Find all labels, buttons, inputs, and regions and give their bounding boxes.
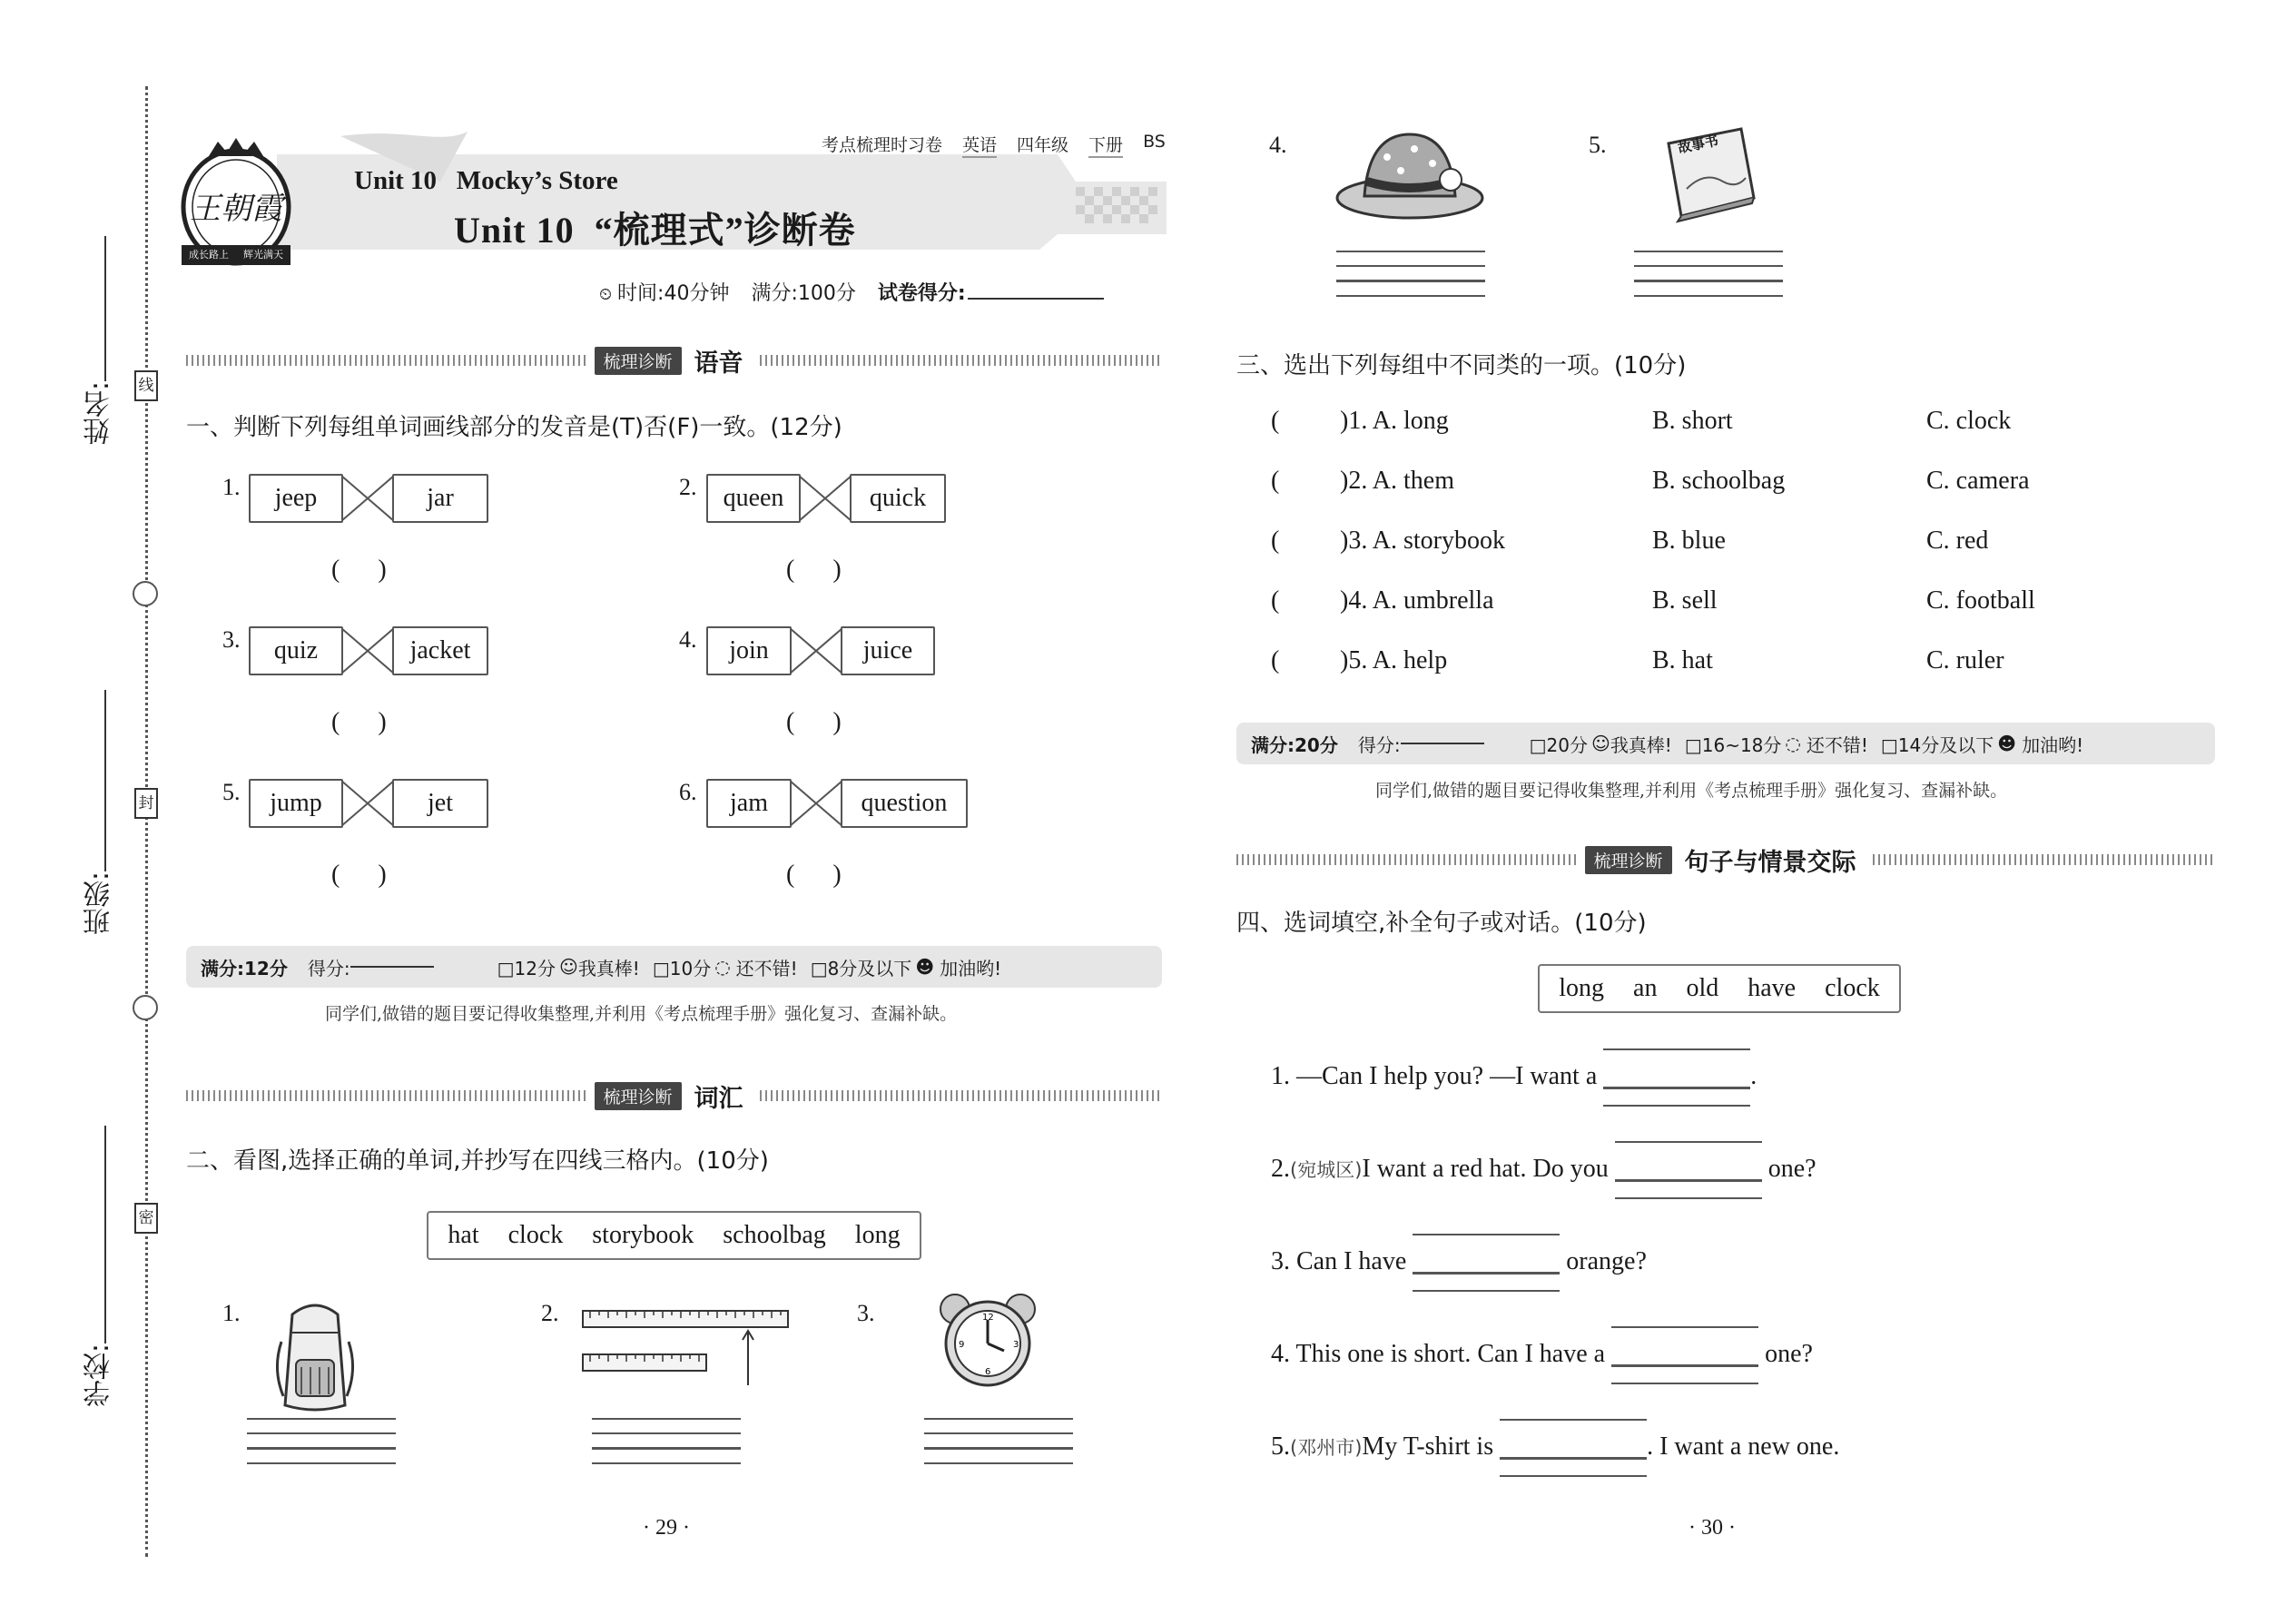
q1-score-bar	[186, 946, 1162, 988]
choice-open-paren[interactable]: (	[1271, 467, 1280, 495]
score-opt2-text: 还不错!	[735, 957, 798, 979]
pair-number: 4.	[679, 626, 697, 653]
answer-paren[interactable]: ( )	[331, 556, 387, 584]
brand-name: 王朝霞	[190, 191, 282, 227]
choice-option-c: C. ruler	[1926, 646, 2004, 674]
school-field[interactable]	[104, 1126, 106, 1343]
svg-text:6: 6	[985, 1367, 991, 1377]
fill-text: I want a red hat. Do you	[1362, 1155, 1609, 1183]
neutral-face-icon: ◌	[714, 956, 731, 978]
pair-word-a: jeep	[249, 474, 343, 523]
fill-text: 3. Can I have	[1271, 1247, 1407, 1275]
seal-mark-line: 线	[134, 370, 158, 401]
score-opt3[interactable]: □8分及以下	[810, 957, 912, 979]
score-opt2[interactable]: □10分	[652, 957, 712, 979]
meta-grade: 四年级	[1017, 135, 1069, 155]
score-opt3-text: 加油哟!	[2022, 733, 2084, 756]
brand-slogan-right: 辉光满天	[243, 249, 283, 261]
choice-open-paren[interactable]: (	[1271, 407, 1280, 435]
svg-text:12: 12	[982, 1313, 994, 1323]
fill-blank[interactable]	[1413, 1250, 1560, 1277]
exam-info	[599, 278, 1104, 306]
brand-logo	[172, 136, 300, 272]
q2-num: 5.	[1589, 132, 1607, 158]
meta-series: 考点梳理时习卷	[822, 135, 943, 155]
meta-edition: BS	[1143, 132, 1166, 152]
choice-option-b: B. sell	[1652, 586, 1718, 615]
page-title: Unit 10 “梳理式”诊断卷	[454, 210, 856, 251]
score-got-label: 得分:	[1357, 733, 1401, 756]
full-score: 满分:100分	[751, 282, 856, 305]
schoolbag-icon	[265, 1296, 365, 1414]
fill-text: My T-shirt is	[1362, 1432, 1494, 1461]
seal-mark-seal: 封	[134, 788, 158, 819]
name-label: 姓名:	[84, 381, 115, 446]
svg-text:3: 3	[1013, 1340, 1019, 1350]
meta-subject: 英语	[962, 132, 997, 158]
pair-word-b: juice	[841, 626, 935, 675]
choice-option-a: )5. A. help	[1340, 646, 1448, 674]
score-opt2[interactable]: □16~18分	[1684, 733, 1782, 756]
storybook-cover-text: 故事书	[1676, 132, 1720, 157]
pair-word-b: question	[841, 779, 968, 828]
neutral-face-icon: ◌	[1785, 733, 1801, 754]
bank-word: clock	[1825, 974, 1880, 1002]
bank-word: long	[1559, 974, 1605, 1002]
fill-text: 2.	[1271, 1155, 1290, 1183]
section-badge: 梳理诊断	[595, 1082, 682, 1110]
score-got-field[interactable]	[350, 966, 434, 968]
choice-option-a: )4. A. umbrella	[1340, 586, 1494, 615]
pair-cross-icon	[799, 474, 852, 523]
answer-paren[interactable]: ( )	[786, 861, 842, 889]
q4-title: 四、选词填空,补全句子或对话。(10分)	[1236, 910, 1647, 937]
section-badge: 梳理诊断	[1585, 846, 1672, 874]
page-number-right: · 30 ·	[1689, 1516, 1736, 1540]
pair-cross-icon	[790, 626, 842, 675]
section-sentences-bar	[1236, 846, 2215, 877]
q2-num: 1.	[222, 1300, 241, 1326]
q3-title: 三、选出下列每组中不同类的一项。(10分)	[1236, 352, 1687, 379]
score-opt1-text: 我真棒!	[577, 957, 640, 979]
fill-item-3	[1271, 1247, 1647, 1277]
binding-dotted-line	[145, 86, 148, 1557]
score-opt1[interactable]: □20分	[1529, 733, 1588, 756]
pair-number: 3.	[222, 626, 241, 653]
fill-item-4	[1271, 1340, 1813, 1370]
section-title-phonics: 语音	[694, 349, 743, 378]
seal-circle-icon	[133, 581, 158, 606]
choice-option-a: )2. A. them	[1340, 467, 1454, 495]
fill-text: 4. This one is short. Can I have a	[1271, 1340, 1606, 1368]
pair-word-a: quiz	[249, 626, 343, 675]
hat-icon	[1333, 125, 1487, 225]
fill-text: 1. —Can I help you? —I want a	[1271, 1062, 1598, 1090]
choice-option-c: C. camera	[1926, 467, 2030, 495]
choice-open-paren[interactable]: (	[1271, 527, 1280, 555]
choice-option-c: C. clock	[1926, 407, 2012, 435]
fill-blank[interactable]	[1611, 1343, 1758, 1370]
bank-word: have	[1748, 974, 1797, 1002]
score-got-field[interactable]	[1401, 743, 1484, 744]
fill-text: one?	[1767, 1155, 1816, 1183]
cheer-face-icon: ☻	[1997, 733, 2017, 754]
seal-circle-icon	[133, 995, 158, 1020]
writing-lines[interactable]	[247, 1418, 396, 1477]
score-label: 试卷得分:	[877, 282, 966, 305]
choice-option-c: C. football	[1926, 586, 2035, 615]
meta-term: 下册	[1088, 132, 1123, 158]
brand-slogan-left: 成长路上	[189, 249, 229, 261]
bank-word: clock	[507, 1221, 564, 1249]
choice-option-c: C. red	[1926, 527, 1989, 555]
score-full: 满分:20分	[1251, 733, 1338, 756]
q3-note: 同学们,做错的题目要记得收集整理,并利用《考点梳理手册》强化复习、查漏补缺。	[1375, 781, 2008, 801]
alarm-clock-icon	[935, 1289, 1040, 1389]
score-field[interactable]	[968, 298, 1104, 300]
score-opt2-text: 还不错!	[1806, 733, 1868, 756]
writing-lines[interactable]	[1634, 251, 1783, 310]
writing-lines[interactable]	[1336, 251, 1485, 310]
pair-cross-icon	[341, 626, 394, 675]
smile-face-icon: ☺	[558, 956, 578, 978]
answer-paren[interactable]: ( )	[786, 708, 842, 736]
section-vocab-bar	[186, 1082, 1162, 1113]
fill-item-2	[1271, 1155, 1816, 1185]
choice-option-a: )1. A. long	[1340, 407, 1449, 435]
fill-item-1	[1271, 1062, 1757, 1092]
pair-word-a: queen	[706, 474, 801, 523]
score-opt1[interactable]: □12分	[497, 957, 556, 979]
score-opt3-text: 加油哟!	[940, 957, 1002, 979]
q2-title: 二、看图,选择正确的单词,并抄写在四线三格内。(10分)	[186, 1147, 769, 1175]
bank-word: storybook	[592, 1221, 694, 1249]
bank-word: an	[1633, 974, 1658, 1002]
answer-paren[interactable]: ( )	[786, 556, 842, 584]
q2-num: 4.	[1269, 132, 1287, 158]
header-meta	[822, 132, 1166, 158]
choice-option-a: )3. A. storybook	[1340, 527, 1505, 555]
choice-option-b: B. schoolbag	[1652, 467, 1786, 495]
score-full: 满分:12分	[201, 957, 288, 979]
pair-cross-icon	[790, 779, 842, 828]
writing-lines[interactable]	[592, 1418, 741, 1477]
fill-text: orange?	[1566, 1247, 1647, 1275]
bank-word: long	[854, 1221, 901, 1249]
pair-number: 1.	[222, 474, 241, 500]
school-label: 学校:	[84, 1343, 115, 1408]
q1-title: 一、判断下列每组单词画线部分的发音是(T)否(F)一致。(12分)	[186, 414, 842, 441]
bank-word: old	[1686, 974, 1719, 1002]
fill-item-5	[1271, 1432, 1839, 1462]
choice-open-paren[interactable]: (	[1271, 586, 1280, 615]
score-opt1-text: 我真棒!	[1610, 733, 1672, 756]
pair-number: 5.	[222, 779, 241, 805]
pair-word-b: jar	[392, 474, 488, 523]
seal-mark-secret: 密	[134, 1203, 158, 1234]
region-tag: (宛城区)	[1290, 1159, 1363, 1181]
unit-subtitle: Unit 10 Mocky’s Store	[354, 166, 618, 195]
pair-word-b: jet	[392, 779, 488, 828]
fill-blank[interactable]	[1603, 1065, 1750, 1092]
fill-text: .	[1750, 1062, 1757, 1090]
svg-text:9: 9	[959, 1340, 965, 1350]
page-number-left: · 29 ·	[643, 1516, 690, 1540]
choice-open-paren[interactable]: (	[1271, 646, 1280, 674]
writing-lines[interactable]	[924, 1418, 1073, 1477]
section-phonics-bar	[186, 347, 1162, 378]
q4-word-bank	[1538, 964, 1901, 1013]
region-tag: (邓州市)	[1290, 1437, 1363, 1459]
pair-cross-icon	[341, 779, 394, 828]
class-label: 班级:	[84, 871, 115, 936]
cheer-face-icon: ☻	[915, 956, 935, 978]
name-field[interactable]	[104, 236, 106, 381]
bank-word: schoolbag	[723, 1221, 826, 1249]
section-title-sentences: 句子与情景交际	[1684, 848, 1856, 877]
fill-text: 5.	[1271, 1432, 1290, 1461]
pair-word-b: jacket	[392, 626, 488, 675]
pair-cross-icon	[341, 474, 394, 523]
pair-word-b: quick	[850, 474, 946, 523]
pair-number: 2.	[679, 474, 697, 500]
q3-score-bar	[1236, 723, 2215, 764]
fill-blank[interactable]	[1615, 1157, 1762, 1185]
class-field[interactable]	[104, 690, 106, 871]
pair-number: 6.	[679, 779, 697, 805]
pair-word-a: join	[706, 626, 792, 675]
smile-face-icon: ☺	[1590, 733, 1610, 754]
q2-num: 2.	[541, 1300, 559, 1326]
clock-icon: ⏲	[599, 285, 613, 304]
answer-paren[interactable]: ( )	[331, 708, 387, 736]
rulers-icon	[581, 1307, 792, 1389]
bank-word: hat	[448, 1221, 479, 1249]
fill-blank[interactable]	[1500, 1435, 1647, 1462]
time-limit: 时间:40分钟	[617, 282, 730, 305]
section-title-vocab: 词汇	[694, 1084, 743, 1113]
q1-note: 同学们,做错的题目要记得收集整理,并利用《考点梳理手册》强化复习、查漏补缺。	[325, 1004, 958, 1024]
fill-text: one?	[1765, 1340, 1813, 1368]
answer-paren[interactable]: ( )	[331, 861, 387, 889]
choice-option-b: B. hat	[1652, 646, 1713, 674]
section-badge: 梳理诊断	[595, 347, 682, 375]
pair-word-a: jump	[249, 779, 343, 828]
choice-option-b: B. short	[1652, 407, 1733, 435]
fill-text: . I want a new one.	[1647, 1432, 1840, 1461]
score-got-label: 得分:	[307, 957, 350, 979]
q2-num: 3.	[857, 1300, 875, 1326]
q2-word-bank	[427, 1211, 921, 1260]
pair-word-a: jam	[706, 779, 792, 828]
choice-option-b: B. blue	[1652, 527, 1726, 555]
score-opt3[interactable]: □14分及以下	[1880, 733, 1994, 756]
